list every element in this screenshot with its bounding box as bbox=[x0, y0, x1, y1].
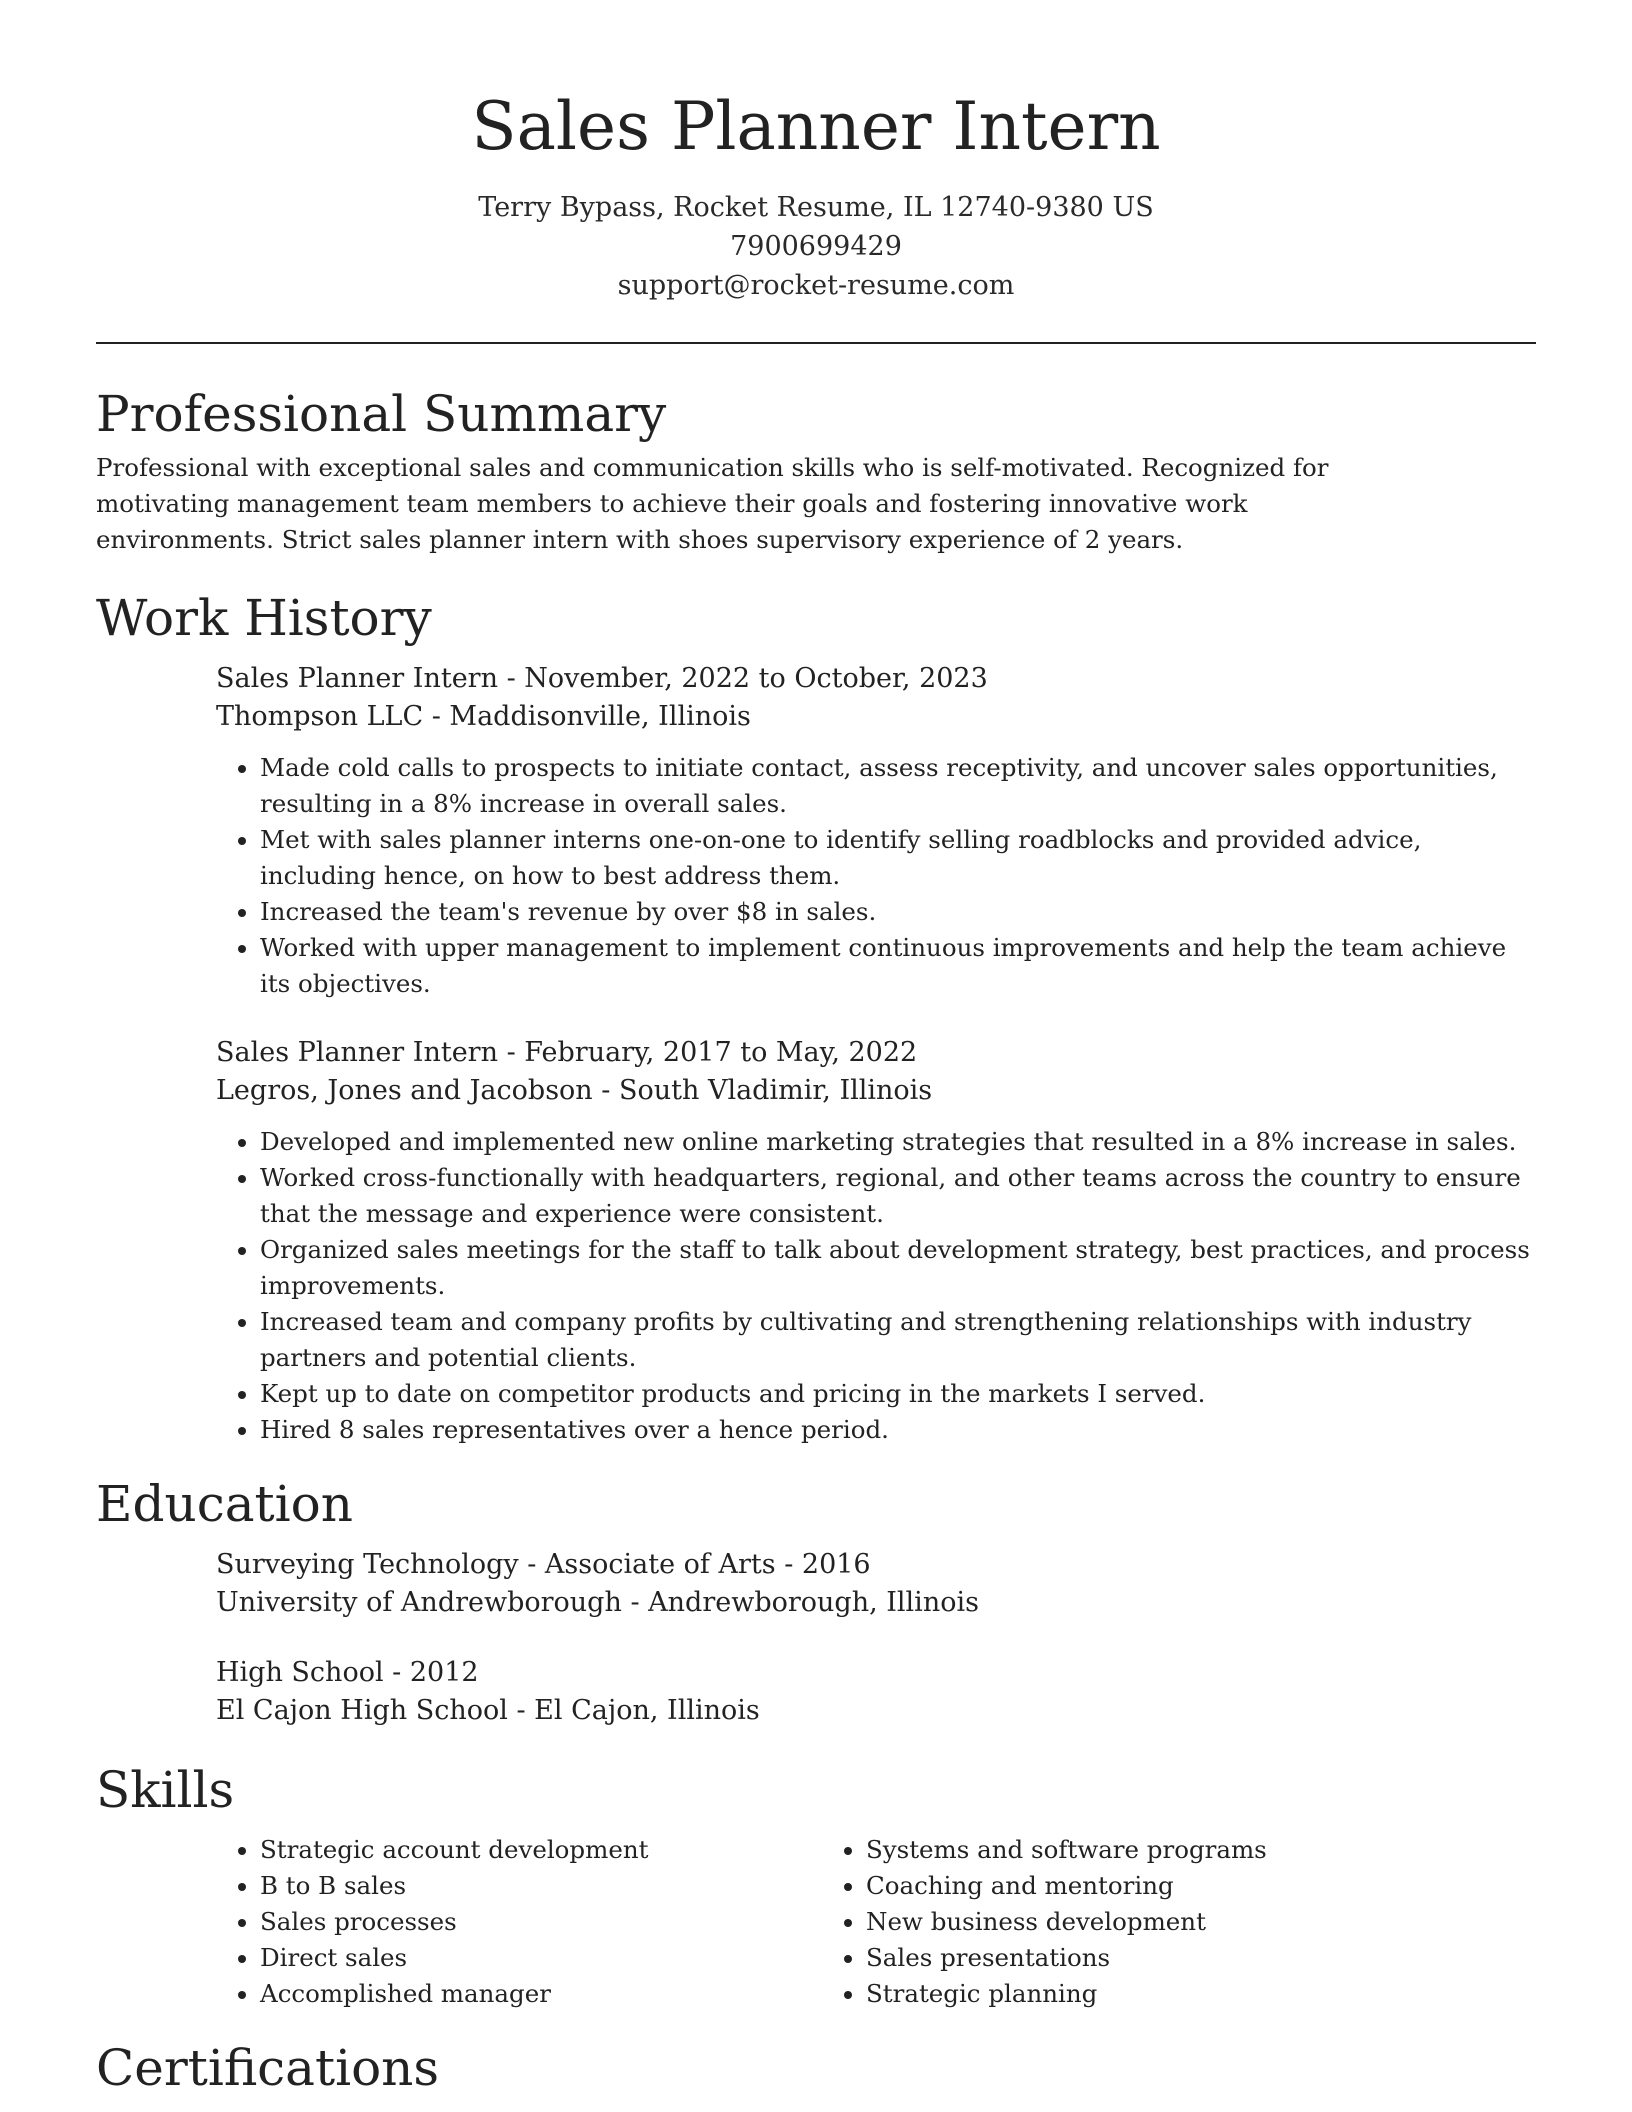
skill-item: • Direct sales bbox=[260, 1940, 822, 1976]
job-bullet: • Developed and implemented new online marketing strategies that resulted in a 8% increase in sales. bbox=[260, 1124, 1536, 1160]
education-entry bbox=[216, 1546, 1536, 1622]
job-bullet: • Organized sales meetings for the staff to talk about development strategy, best practices, and process improvements. bbox=[260, 1232, 1536, 1304]
job-position: Sales Planner Intern bbox=[216, 663, 498, 694]
skill-item: • Strategic account development bbox=[260, 1832, 822, 1868]
work-title: Work History bbox=[96, 589, 432, 647]
skill-item: • New business development bbox=[866, 1904, 1428, 1940]
skills-column-left bbox=[216, 1832, 822, 2012]
work-section bbox=[96, 584, 1536, 1470]
skill-item: • Coaching and mentoring bbox=[866, 1868, 1428, 1904]
address: Terry Bypass, Rocket Resume, IL 12740-9380 US bbox=[478, 192, 1154, 223]
header-divider bbox=[96, 342, 1536, 344]
degree: Surveying Technology - Associate of Arts bbox=[216, 1549, 776, 1580]
resume-body bbox=[96, 380, 1536, 2102]
school-location: - Andrewborough, Illinois bbox=[621, 1587, 979, 1618]
job-bullet: • Kept up to date on competitor products and pricing in the markets I served. bbox=[260, 1376, 1536, 1412]
resume-header bbox=[0, 0, 1632, 305]
contact-info bbox=[0, 188, 1632, 305]
job-entry bbox=[216, 1034, 1536, 1448]
school-line bbox=[216, 1584, 1536, 1622]
job-position: Sales Planner Intern bbox=[216, 1037, 498, 1068]
degree-line bbox=[216, 1546, 1536, 1584]
school-name: El Cajon High School bbox=[216, 1695, 508, 1726]
skill-item: • Sales presentations bbox=[866, 1940, 1428, 1976]
skill-item: • Accomplished manager bbox=[260, 1976, 822, 2012]
school-name: University of Andrewborough bbox=[216, 1587, 622, 1618]
summary-title: Professional Summary bbox=[96, 385, 667, 443]
skill-item: • Sales processes bbox=[260, 1904, 822, 1940]
email: support@rocket-resume.com bbox=[617, 270, 1015, 301]
job-company: Thompson LLC bbox=[216, 701, 424, 732]
job-bullet: • Increased team and company profits by cultivating and strengthening relationships with industry partners and potential clients. bbox=[260, 1304, 1536, 1376]
skills-section bbox=[96, 1756, 1536, 2034]
graduation-year: - 2016 bbox=[775, 1549, 871, 1580]
job-bullet: • Hired 8 sales representatives over a hence period. bbox=[260, 1412, 1536, 1448]
degree-line bbox=[216, 1654, 1536, 1692]
job-dates: - February, 2017 to May, 2022 bbox=[497, 1037, 918, 1068]
job-bullets bbox=[216, 1124, 1536, 1448]
job-location: - Maddisonville, Illinois bbox=[423, 701, 751, 732]
candidate-name: Sales Planner Intern bbox=[471, 88, 1161, 165]
skills-grid bbox=[216, 1832, 1536, 2012]
job-bullet: • Worked cross-functionally with headquarters, regional, and other teams across the country to ensure that the message and experience were consistent. bbox=[260, 1160, 1536, 1232]
job-location: - South Vladimir, Illinois bbox=[592, 1075, 933, 1106]
job-title-line bbox=[216, 660, 1536, 698]
skill-item: • B to B sales bbox=[260, 1868, 822, 1904]
job-company-line bbox=[216, 1072, 1536, 1110]
degree: High School bbox=[216, 1657, 384, 1688]
certifications-section bbox=[96, 2034, 1536, 2102]
skill-item: • Systems and software programs bbox=[866, 1832, 1428, 1868]
job-bullet: • Made cold calls to prospects to initiate contact, assess receptivity, and uncover sales opportunities, resulting in a 8% increase in overall sales. bbox=[260, 750, 1536, 822]
job-company: Legros, Jones and Jacobson bbox=[216, 1075, 593, 1106]
skill-item: • Strategic planning bbox=[866, 1976, 1428, 2012]
phone: 7900699429 bbox=[730, 231, 902, 262]
job-entry bbox=[216, 660, 1536, 1002]
job-bullet: • Worked with upper management to implement continuous improvements and help the team achieve its objectives. bbox=[260, 930, 1536, 1002]
education-title: Education bbox=[96, 1475, 353, 1533]
education-section bbox=[96, 1470, 1536, 1756]
skills-title: Skills bbox=[96, 1761, 235, 1819]
skills-column-right bbox=[822, 1832, 1428, 2012]
graduation-year: - 2012 bbox=[383, 1657, 479, 1688]
summary-section bbox=[96, 380, 1536, 558]
job-bullet: • Increased the team's revenue by over $8 in sales. bbox=[260, 894, 1536, 930]
job-dates: - November, 2022 to October, 2023 bbox=[497, 663, 988, 694]
school-location: - El Cajon, Illinois bbox=[507, 1695, 760, 1726]
summary-text: Professional with exceptional sales and communication skills who is self-motivated. Recognized for motivating management team members to achieve their goals and fostering innovative work environments. Strict sales planner intern with shoes supervisory experience of 2 years. bbox=[96, 453, 1329, 554]
certifications-title: Certifications bbox=[96, 2039, 440, 2097]
job-bullets bbox=[216, 750, 1536, 1002]
education-entry bbox=[216, 1654, 1536, 1730]
job-company-line bbox=[216, 698, 1536, 736]
school-line bbox=[216, 1692, 1536, 1730]
job-title-line bbox=[216, 1034, 1536, 1072]
job-bullet: • Met with sales planner interns one-on-one to identify selling roadblocks and provided advice, including hence, on how to best address them. bbox=[260, 822, 1536, 894]
